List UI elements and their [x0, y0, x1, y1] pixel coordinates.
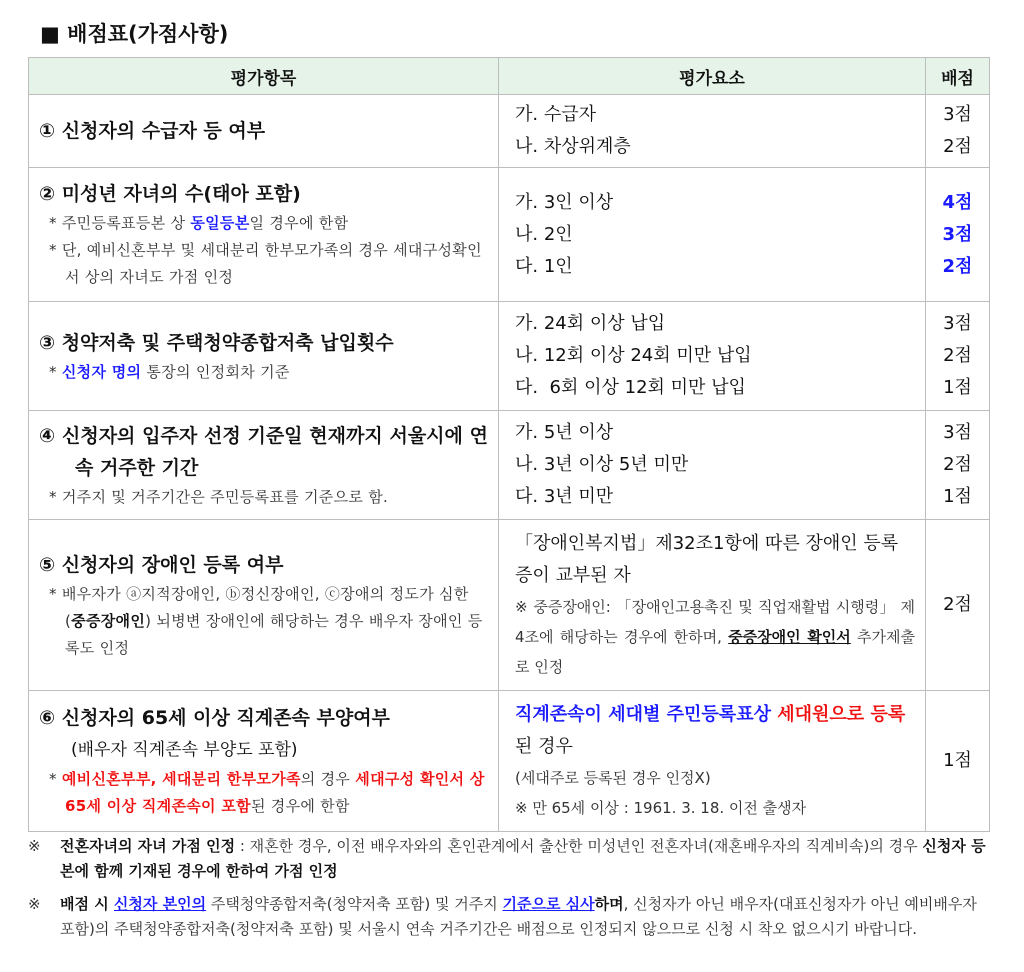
score-table: [28, 57, 990, 832]
item-title: ② 미성년 자녀의 수(태아 포함): [39, 183, 301, 205]
table-row: [29, 95, 990, 168]
score: 1점: [943, 486, 972, 507]
element: 다. 3년 미만: [515, 486, 614, 507]
footnote-highlight: 하며: [594, 895, 624, 913]
score: 2점: [943, 136, 972, 157]
table-row: [29, 302, 990, 411]
element: 나. 2인: [515, 223, 573, 245]
item-note: * 단, 예비신혼부부 및 세대분리 한부모가족의 경우 세대구성확인서 상의 자녀도 가점 인정: [49, 241, 482, 286]
footnote-highlight: 기준으로 심사: [502, 895, 595, 913]
note-highlight: 세대구성 확인서 상 65세 이상 직계존속이 포함: [65, 770, 485, 815]
table-row: [29, 691, 990, 832]
note-text: ※ 중증장애인: 「장애인고용촉진 및 직업재활법 시행령」 제4조에 해당하는 경우에 한하며,: [515, 598, 915, 646]
score: 1점: [943, 750, 972, 771]
element-main: [499, 699, 915, 763]
item-note: [39, 766, 488, 820]
element: 나. 12회 이상 24회 미만 납입: [515, 345, 752, 366]
element-note: ※ 만 65세 이상 : 1961. 3. 18. 이전 출생자: [515, 799, 807, 817]
note-highlight: 동일등본: [190, 214, 250, 232]
score: 2점: [943, 454, 972, 475]
footnote-text: 주택청약종합저축(청약저축 포함) 및 거주지: [206, 895, 503, 913]
item-note: [39, 581, 488, 662]
element: 나. 차상위계층: [515, 136, 631, 157]
item-title: ⑥ 신청자의 65세 이상 직계존속 부양여부: [39, 707, 390, 729]
element-sub: (세대주로 등록된 경우 인정X): [515, 769, 711, 787]
item-title: ③ 청약저축 및 주택청약종합저축 납입횟수: [39, 331, 394, 354]
score: 3점: [943, 313, 972, 334]
table-row: [29, 520, 990, 691]
note-text: * 배우자가 ⓐ지적장애인, ⓑ정신장애인, ⓒ장애의 정도가 심한(: [49, 584, 469, 630]
table-row: [29, 411, 990, 520]
element: 가. 수급자: [515, 104, 596, 125]
footnote-highlight: 신청자 본인의: [113, 895, 207, 913]
element-highlight: 세대원으로 등록: [777, 704, 906, 725]
note-text: 된 경우에 한함: [250, 797, 350, 815]
element-text: 된 경우: [515, 736, 573, 757]
table-row: [29, 168, 990, 302]
score: 3점: [943, 104, 972, 125]
footnote-highlight: 배점 시: [60, 895, 114, 913]
footnote-highlight: 전혼자녀의 자녀 가점 인정: [60, 837, 236, 855]
element-note: [499, 592, 915, 682]
item-note: * 거주지 및 거주기간은 주민등록표를 기준으로 함.: [49, 487, 389, 506]
item-note: [39, 210, 488, 237]
note-text: * 주민등록표등본 상: [49, 214, 191, 232]
score: 2점: [942, 255, 973, 277]
item-title: ① 신청자의 수급자 등 여부: [39, 120, 266, 142]
page-title: ■ 배점표(가점사항): [40, 22, 229, 46]
note-text: *: [49, 362, 62, 381]
note-text: 의 경우: [300, 770, 356, 788]
item-subtitle: (배우자 직계존속 부양도 포함): [71, 740, 298, 760]
note-text: 추가제출로 인정: [515, 628, 915, 676]
element-highlight: 직계존속이 세대별 주민등록표상: [515, 704, 778, 725]
note-highlight: 예비신혼부부, 세대분리 한부모가족: [61, 770, 301, 788]
footnote-highlight: 신청자 등본에 함께 기재된 경우에 한하여 가점 인정: [60, 837, 986, 880]
footnote-text: : 재혼한 경우, 이전 배우자와의 혼인관계에서 출산한 미성년인 전혼자녀(재혼배우자의 직계비속)의 경우: [235, 837, 923, 855]
note-text: 일 경우에 한함: [249, 214, 349, 232]
score: 3점: [942, 223, 973, 245]
element: 나. 3년 이상 5년 미만: [515, 454, 689, 475]
footnote-text: , 신청자가 아닌 배우자(대표신청자가 아닌 예비배우자 포함)의 주택청약종합저축(청약저축 포함) 및 서울시 연속 거주기간은 배점으로 인정되지 않으므로 신청 시 착오 없으시기 바랍니다.: [60, 895, 977, 938]
note-text: ) 뇌병변 장애인에 해당하는 경우 배우자 장애인 등록도 인정: [65, 611, 483, 657]
header-item: 평가항목: [29, 58, 499, 95]
table-header: [29, 58, 990, 95]
item-title: ④ 신청자의 입주자 선정 기준일 현재까지 서울시에 연속 거주한 기간: [39, 424, 488, 479]
score: 2점: [943, 345, 972, 366]
header-element: 평가요소: [499, 58, 926, 95]
element: 가. 5년 이상: [515, 422, 614, 443]
note-text: 통장의 인정회차 기준: [141, 362, 290, 381]
footnote: [28, 892, 990, 942]
item-title: ⑤ 신청자의 장애인 등록 여부: [39, 553, 284, 576]
note-highlight: 중증장애인: [71, 611, 146, 630]
note-text: *: [49, 770, 62, 788]
footnote: [28, 834, 990, 884]
element: 가. 24회 이상 납입: [515, 313, 666, 334]
element-main: 「장애인복지법」제32조1항에 따른 장애인 등록증이 교부된 자: [515, 533, 899, 586]
score: 1점: [943, 377, 972, 398]
element: 다. 6회 이상 12회 미만 납입: [515, 377, 746, 398]
header-score: 배점: [926, 58, 990, 95]
reference-mark: ※: [28, 837, 41, 855]
reference-mark: ※: [28, 895, 41, 913]
note-highlight: 신청자 명의: [61, 362, 142, 381]
score: 3점: [943, 422, 972, 443]
note-highlight: 중증장애인 확인서: [728, 628, 851, 646]
item-note: [39, 359, 488, 386]
element: 다. 1인: [515, 255, 573, 277]
score: 4점: [942, 191, 973, 213]
element: 가. 3인 이상: [515, 191, 614, 213]
score: 2점: [943, 594, 972, 615]
